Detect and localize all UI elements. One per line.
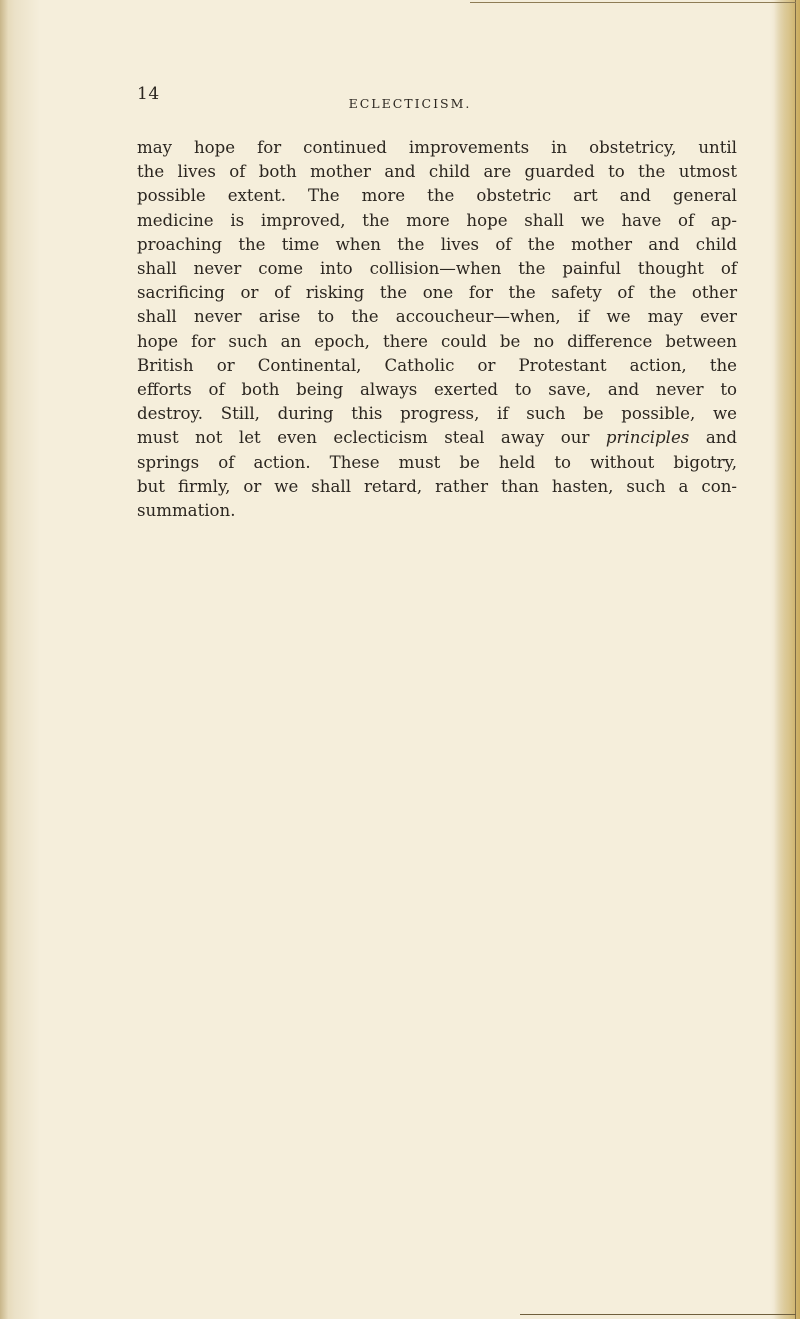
page-right-rule bbox=[795, 0, 796, 1319]
text-line: medicine is improved, the more hope shall we have of ap- bbox=[137, 210, 737, 230]
text-line: hope for such an epoch, there could be no difference between bbox=[137, 331, 737, 351]
body-paragraph bbox=[137, 136, 737, 523]
text-line: sacrificing or of risking the one for the safety of the other bbox=[137, 283, 737, 303]
text-segment: must not let even eclecticism steal away our bbox=[137, 428, 590, 448]
text-line: shall never arise to the accoucheur—when, if we may ever bbox=[137, 307, 737, 327]
text-line: destroy. Still, during this progress, if such be possible, we bbox=[137, 404, 737, 424]
text-line: summation. bbox=[137, 501, 236, 521]
text-line: the lives of both mother and child are guarded to the utmost bbox=[137, 162, 737, 182]
running-head: ECLECTICISM. bbox=[348, 96, 472, 111]
page-bottom-rule bbox=[520, 1314, 796, 1315]
page-top-rule bbox=[470, 2, 796, 3]
page-right-edge bbox=[774, 0, 800, 1319]
text-segment: and bbox=[705, 428, 738, 448]
text-line: but firmly, or we shall retard, rather than hasten, such a con- bbox=[137, 476, 737, 496]
page-number: 14 bbox=[137, 84, 160, 104]
text-line: efforts of both being always exerted to save, and never to bbox=[137, 380, 737, 400]
page-left-edge bbox=[0, 0, 14, 1319]
text-line: proaching the time when the lives of the mother and child bbox=[137, 234, 737, 254]
text-line-with-italic bbox=[137, 426, 737, 450]
text-line: may hope for continued improvements in obstetricy, until bbox=[137, 138, 737, 157]
text-line: British or Continental, Catholic or Protestant action, the bbox=[137, 355, 737, 375]
italic-word: principles bbox=[605, 428, 690, 448]
text-line: springs of action. These must be held to without bigotry, bbox=[137, 452, 737, 472]
text-line: possible extent. The more the obstetric art and general bbox=[137, 186, 737, 206]
text-line: shall never come into collision—when the painful thought of bbox=[137, 259, 737, 279]
